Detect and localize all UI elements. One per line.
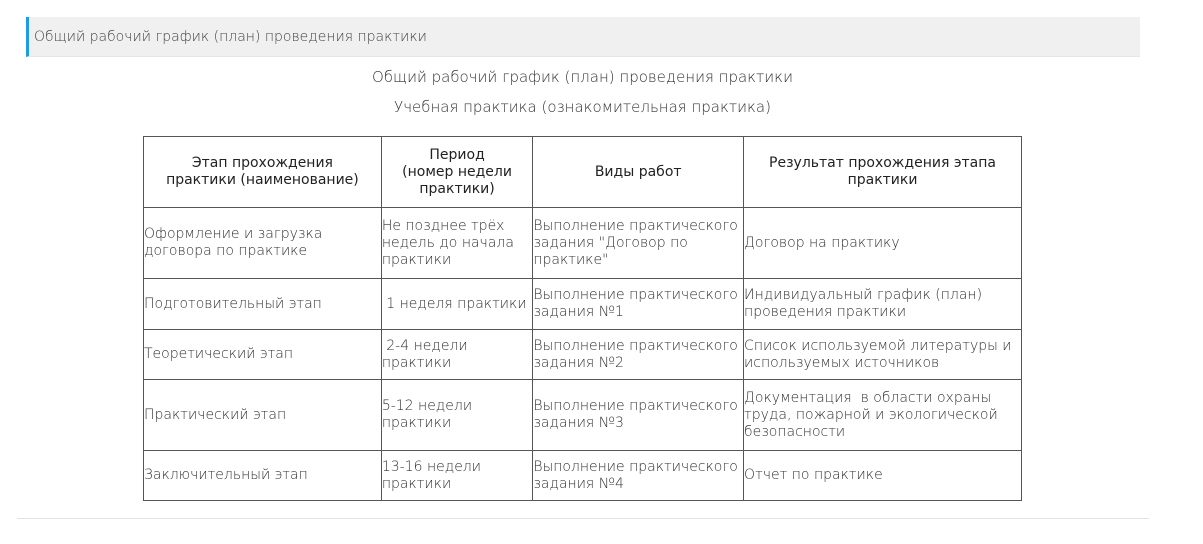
table-row [144, 330, 1022, 380]
table-header-row [144, 137, 1022, 208]
cell-stage: Подготовительный этап [144, 279, 382, 330]
cell-stage: Теоретический этап [144, 330, 382, 380]
practice-schedule-table [143, 136, 1022, 501]
cell-stage: Практический этап [144, 380, 382, 451]
cell-work-type: Выполнение практического задания №2 [533, 330, 744, 380]
cell-stage: Оформление и загрузка договора по практике [144, 208, 382, 279]
cell-period: 1 неделя практики [381, 279, 533, 330]
table-row [144, 380, 1022, 451]
cell-period: 2-4 недели практики [381, 330, 533, 380]
cell-stage: Заключительный этап [144, 451, 382, 501]
document-title: Общий рабочий график (план) проведения практики [372, 68, 793, 86]
table-row [144, 451, 1022, 501]
header-result: Результат прохождения этапа практики [744, 137, 1022, 208]
cell-work-type: Выполнение практического задания №1 [533, 279, 744, 330]
header-period: Период (номер недели практики) [381, 137, 533, 208]
header-work-types: Виды работ [533, 137, 744, 208]
section-header[interactable] [26, 17, 1140, 57]
cell-result: Индивидуальный график (план) проведения практики [744, 279, 1022, 330]
cell-period: 5-12 недели практики [381, 380, 533, 451]
cell-result: Отчет по практике [744, 451, 1022, 501]
cell-work-type: Выполнение практического задания №3 [533, 380, 744, 451]
header-stage: Этап прохождения практики (наименование) [144, 137, 382, 208]
footer-divider [17, 518, 1149, 519]
cell-work-type: Выполнение практического задания "Договор по практике" [533, 208, 744, 279]
cell-period: 13-16 недели практики [381, 451, 533, 501]
cell-result: Договор на практику [744, 208, 1022, 279]
section-header-title[interactable]: Общий рабочий график (план) проведения практики [34, 28, 427, 45]
cell-work-type: Выполнение практического задания №4 [533, 451, 744, 501]
cell-period: Не позднее трёх недель до начала практики [381, 208, 533, 279]
document-subtitle: Учебная практика (ознакомительная практика) [394, 98, 771, 116]
table-row [144, 208, 1022, 279]
cell-result: Документация в области охраны труда, пожарной и экологической безопасности [744, 380, 1022, 451]
table-row [144, 279, 1022, 330]
cell-result: Список используемой литературы и используемых источников [744, 330, 1022, 380]
